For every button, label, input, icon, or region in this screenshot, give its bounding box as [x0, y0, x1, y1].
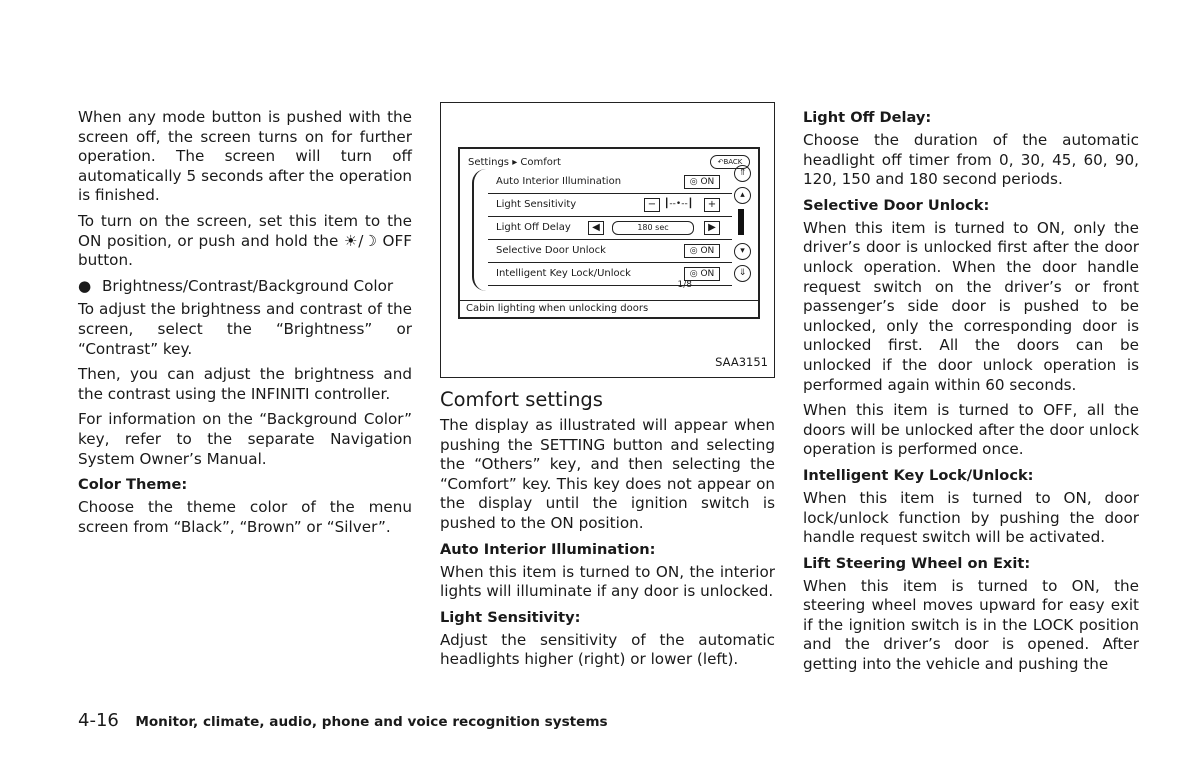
- delay-selector: ◀ 180 sec ▶: [588, 221, 720, 235]
- paragraph: Then, you can adjust the brightness and the contrast using the INFINITI controller.: [78, 365, 412, 403]
- settings-row: Selective Door Unlock ◎ ON: [488, 240, 732, 263]
- bullet-icon: ●: [78, 276, 92, 295]
- scrollbar: [738, 209, 744, 235]
- plus-icon: +: [704, 198, 720, 212]
- page-footer: [78, 710, 608, 731]
- paragraph: When this item is turned to ON, door lock/unlock function by pushing the door handle request switch will be activated.: [803, 488, 1139, 547]
- text-column-left: [78, 108, 412, 543]
- paragraph: For information on the “Background Color” key, refer to the separate Navigation System Owner’s Manual.: [78, 410, 412, 468]
- section-title: Comfort settings: [440, 388, 603, 411]
- settings-row: Auto Interior Illumination ◎ ON: [488, 171, 732, 194]
- heading-light-sensitivity: Light Sensitivity:: [440, 608, 581, 626]
- display-screen: [458, 147, 760, 319]
- triangle-right-icon: ▶: [704, 221, 720, 235]
- down-icon: ▾: [734, 243, 751, 260]
- toggle-indicator: ◎ ON: [684, 175, 720, 189]
- triangle-left-icon: ◀: [588, 221, 604, 235]
- up-icon: ▴: [734, 187, 751, 204]
- heading-auto-interior: Auto Interior Illumination:: [440, 540, 656, 558]
- toggle-indicator: ◎ ON: [684, 267, 720, 281]
- paragraph: To turn on the screen, set this item to the ON position, or push and hold the ☀/☽ OFF button.: [78, 211, 412, 270]
- back-button: ↶BACK: [710, 155, 750, 169]
- scroll-controls: [732, 165, 754, 285]
- toggle-indicator: ◎ ON: [684, 244, 720, 258]
- heading-light-off-delay: Light Off Delay:: [803, 109, 932, 126]
- paragraph: When this item is turned to ON, the interior lights will illuminate if any door is unlocked.: [440, 562, 775, 601]
- sun-moon-icon: ☀/☽: [343, 231, 377, 250]
- paragraph: The display as illustrated will appear when pushing the SETTING button and selecting the “Others” key, and then selecting the “Comfort” key. This key does not appear on the display until the ignition switch is pushed to the ON position.: [440, 416, 775, 532]
- paragraph: When this item is turned to ON, only the driver’s door is unlocked first after the door unlock operation. When the door handle request switch on the driver’s or front passenger’s side door is pushed to be unlocked, only the corresponding door is unlocked first. All the doors can be unlocked if the door unlock operation is performed again within 60 seconds.: [803, 218, 1139, 394]
- settings-row: Light Sensitivity − ┃--•--┃ +: [488, 194, 732, 217]
- paragraph: When this item is turned to ON, the steering wheel moves upward for easy exit if the ignition switch is in the LOCK position and the driver’s door is opened. After getting into the vehicle and pushing the: [803, 576, 1139, 674]
- paragraph: Choose the theme color of the menu screen from “Black”, “Brown” or “Silver”.: [78, 498, 412, 536]
- paragraph: Choose the duration of the automatic headlight off timer from 0, 30, 45, 60, 90, 120, 150 and 180 second periods.: [803, 131, 1139, 189]
- minus-icon: −: [644, 198, 660, 212]
- sensitivity-slider: [644, 198, 720, 211]
- paragraph: When this item is turned to OFF, all the doors will be unlocked after the door unlock operation is performed once.: [803, 401, 1139, 459]
- chapter-title: Monitor, climate, audio, phone and voice recognition systems: [135, 714, 608, 730]
- page-indicator: 1/8: [677, 280, 692, 290]
- paragraph: When any mode button is pushed with the screen off, the screen turns on for further operation. The screen will turn off automatically 5 seconds after the operation is finished.: [78, 108, 412, 205]
- breadcrumb: Settings ▸ Comfort: [468, 157, 561, 168]
- heading-intelligent-key: Intelligent Key Lock/Unlock:: [803, 466, 1034, 484]
- figure-code: SAA3151: [715, 355, 768, 370]
- heading-lift-steering: Lift Steering Wheel on Exit:: [803, 554, 1031, 572]
- paragraph: To adjust the brightness and contrast of the screen, select the “Brightness” or “Contrast” key.: [78, 300, 412, 358]
- bullet-item: ● Brightness/Contrast/Background Color: [78, 276, 394, 295]
- heading-color-theme: Color Theme:: [78, 476, 188, 494]
- double-down-icon: ⇓: [734, 265, 751, 282]
- heading-selective-door-unlock: Selective Door Unlock:: [803, 196, 990, 214]
- paragraph: Adjust the sensitivity of the automatic headlights higher (right) or lower (left).: [440, 630, 775, 669]
- text-column-right: [803, 108, 1139, 681]
- double-up-icon: ⇑: [734, 165, 751, 182]
- page-number: 4-16: [78, 710, 119, 731]
- settings-list: [472, 169, 732, 291]
- comfort-screen-figure: [440, 102, 775, 378]
- slider-track-icon: ┃--•--┃: [664, 199, 694, 209]
- settings-row: Intelligent Key Lock/Unlock ◎ ON: [488, 263, 732, 286]
- settings-row: Light Off Delay ◀ 180 sec ▶: [488, 217, 732, 240]
- status-line: Cabin lighting when unlocking doors: [460, 300, 758, 317]
- text-column-middle: [440, 102, 775, 676]
